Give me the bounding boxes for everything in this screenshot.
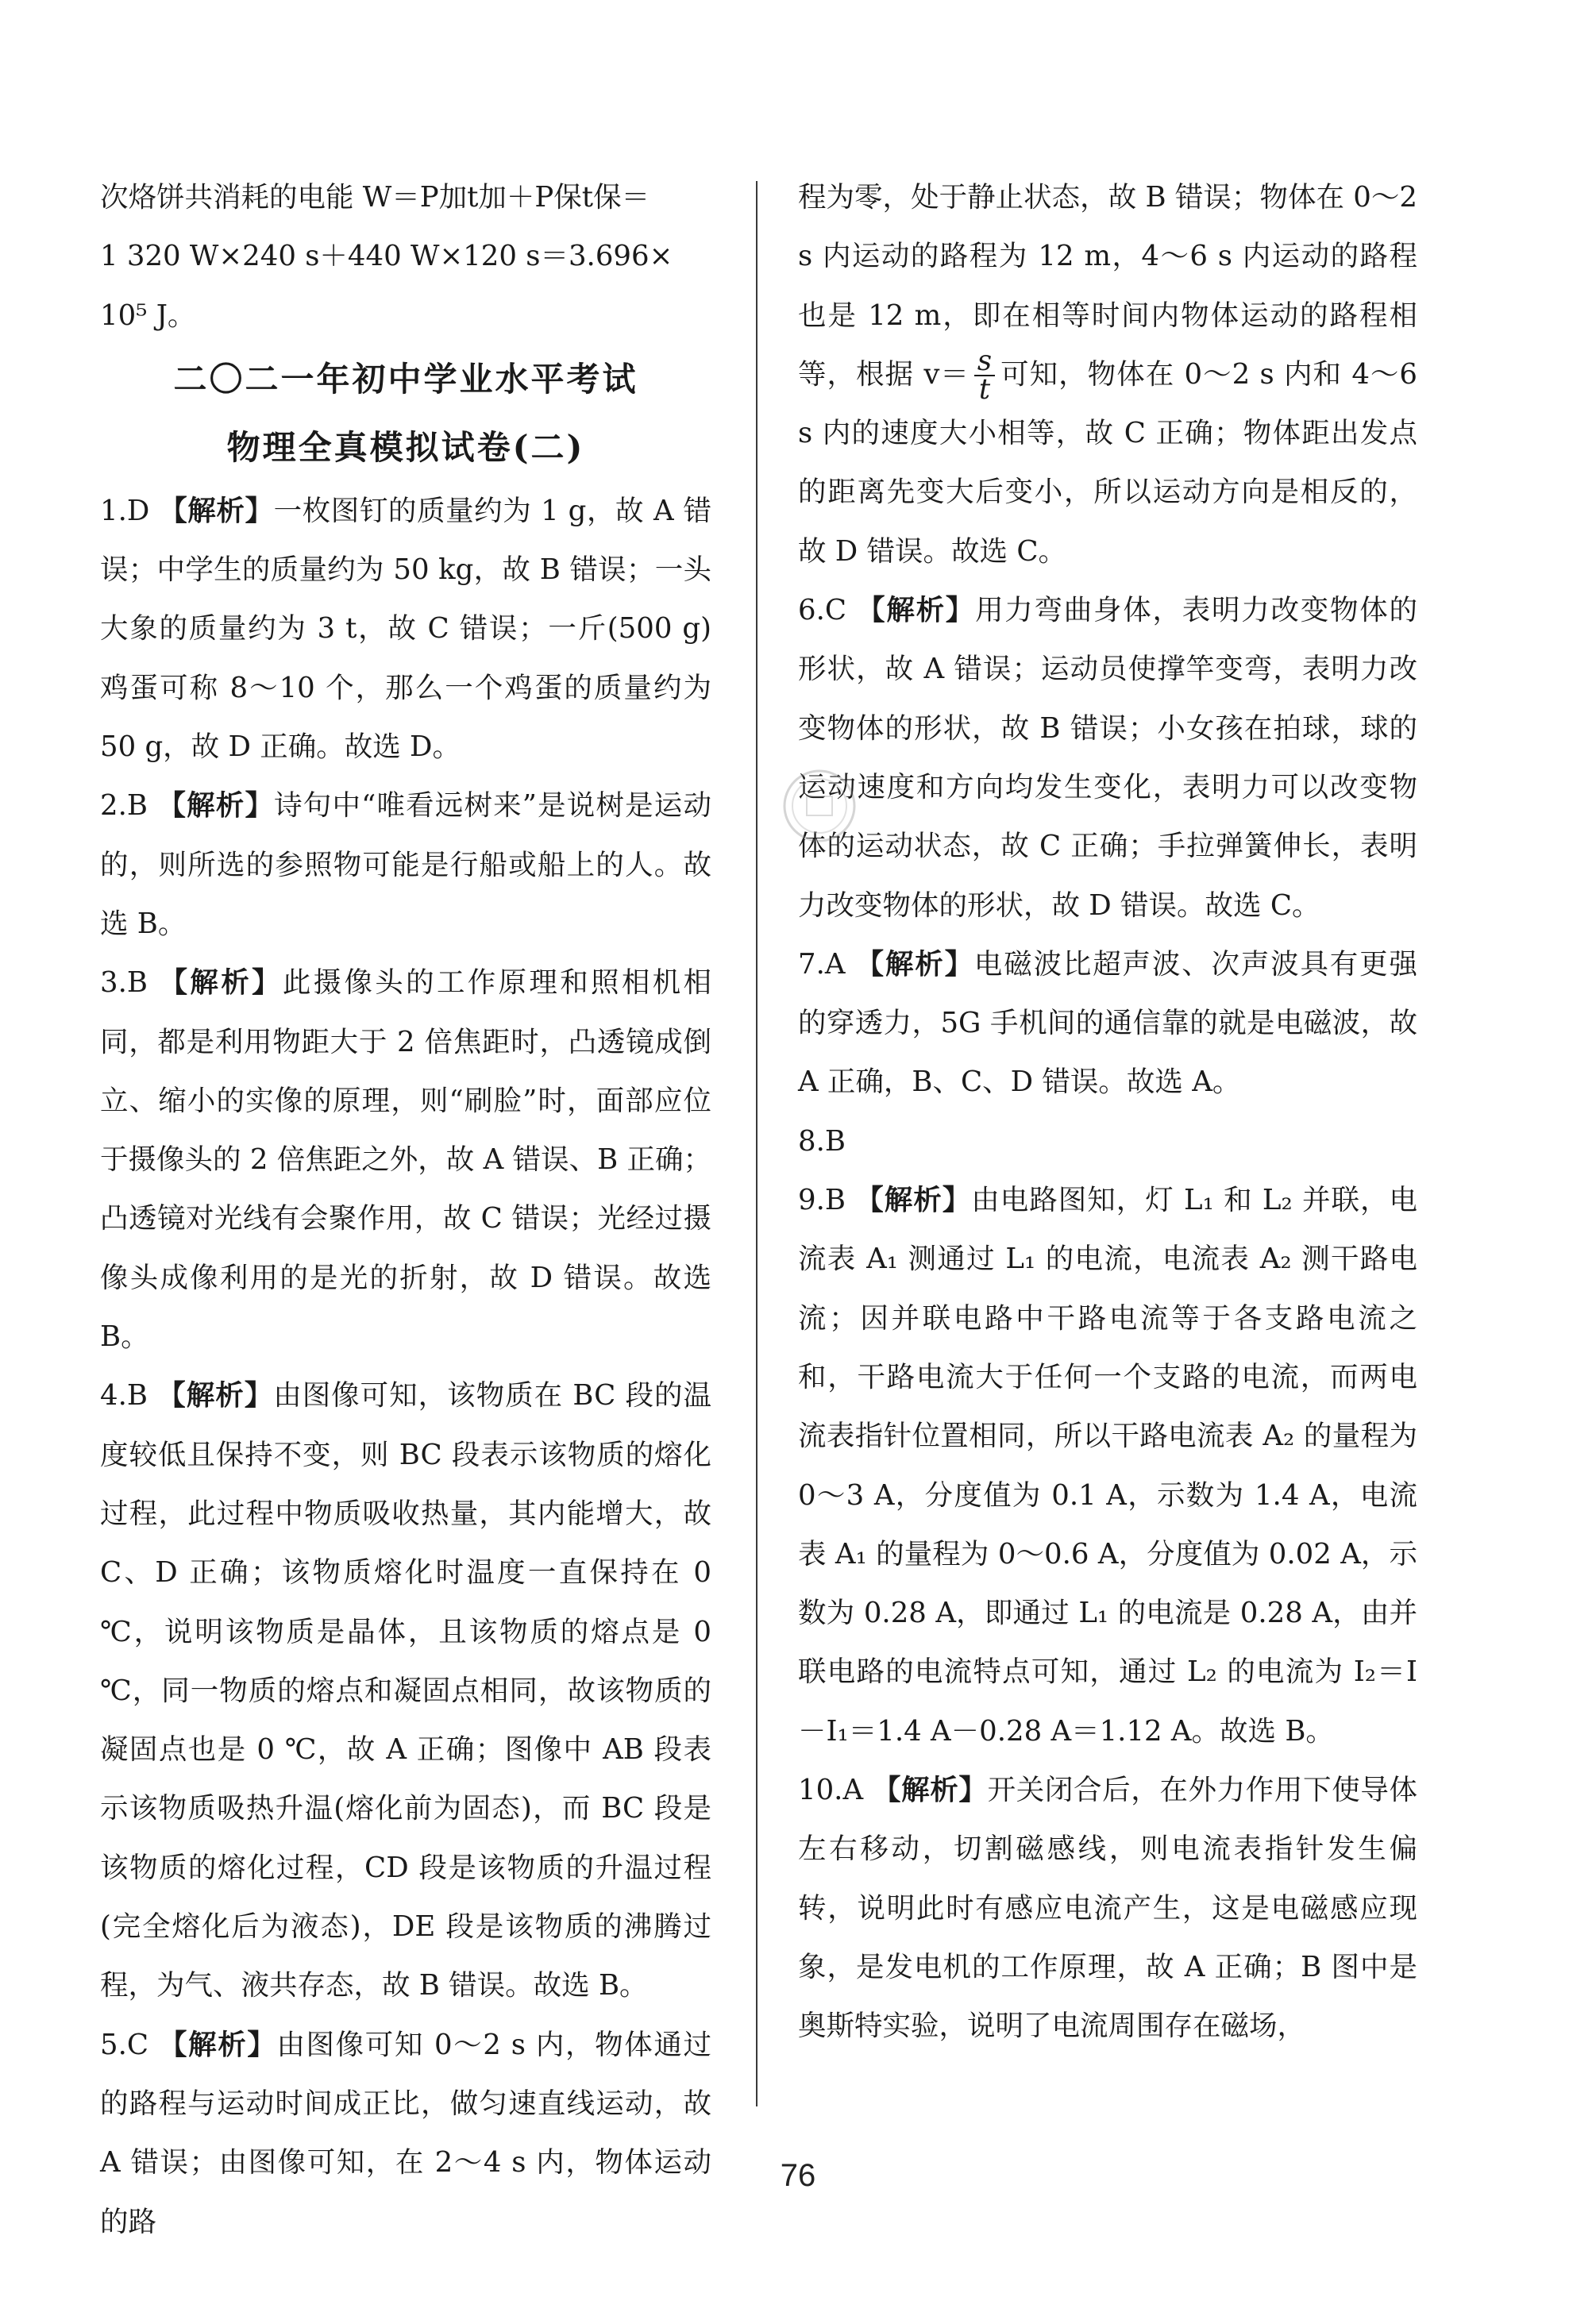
left-column	[100, 168, 711, 2252]
intro-line-2: 1 320 W×240 s＋440 W×120 s＝3.696×	[100, 240, 673, 273]
answer-item-8	[798, 1112, 1417, 1171]
answer-text: 由图像可知 0～2 s 内，物体通过的路程与运动时间成正比，做匀速直线运动，故 A 错误；由图像可知，在 2～4 s 内，物体运动的路	[100, 2028, 711, 2238]
answer-item-7	[798, 935, 1417, 1112]
answer-item-3	[100, 954, 711, 1366]
column-divider	[756, 181, 758, 2106]
fraction-denominator: t	[978, 373, 991, 407]
analysis-tag: 【解析】	[855, 947, 974, 981]
analysis-tag: 【解析】	[157, 1379, 274, 1413]
watermark-stamp-icon	[772, 758, 867, 854]
analysis-tag: 【解析】	[158, 2028, 277, 2061]
answer-number: 5.C	[100, 2028, 149, 2061]
answer-number: 8.B	[798, 1124, 846, 1158]
answer-number: 2.B	[100, 789, 148, 823]
answer-item-2	[100, 777, 711, 954]
answer-text: 诗句中“唯看远树来”是说树是运动的，则所选的参照物可能是行船或船上的人。故选 B。	[100, 789, 711, 940]
answer-text: 由图像可知，该物质在 BC 段的温度较低且保持不变，则 BC 段表示该物质的熔化过程，此过程中物质吸收热量，其内能增大，故 C、D 正确；该物质熔化时温度一直保持在 0 ℃，说明该物质是晶体，且该物质的熔点是 0 ℃，同一物质的熔点和凝固点相同，故该物质的凝固点也是 0 ℃，故 A 正确；图像中 AB 段表示该物质吸热升温(熔化前为固态)，而 BC 段是该物质的熔化过程，CD 段是该物质的升温过程(完全熔化后为液态)，DE 段是该物质的沸腾过程，为气、液共存态，故 B 错误。故选 B。	[100, 1379, 711, 2002]
answer-item-5-continued	[798, 168, 1417, 581]
answer-text: 一枚图钉的质量约为 1 g，故 A 错误；中学生的质量约为 50 kg，故 B 错误；一头大象的质量约为 3 t，故 C 错误；一斤(500 g)鸡蛋可称 8～10 个，那么一个鸡蛋的质量约为 50 g，故 D 正确。故选 D。	[100, 494, 711, 764]
right-column	[798, 168, 1417, 2056]
answer-item-9	[798, 1171, 1417, 1761]
answer-text: 由电路图知，灯 L₁ 和 L₂ 并联，电流表 A₁ 测通过 L₁ 的电流，电流表 A₂ 测干路电流；因并联电路中干路电流等于各支路电流之和，干路电流大于任何一个支路的电流，而两电流表指针位置相同，所以干路电流表 A₂ 的量程为 0～3 A，分度值为 0.1 A，示数为 1.4 A，电流表 A₁ 的量程为 0～0.6 A，分度值为 0.02 A，示数为 0.28 A，即通过 L₁ 的电流是 0.28 A，由并联电路的电流特点可知，通过 L₂ 的电流为 I₂＝I－I₁＝1.4 A－0.28 A＝1.12 A。故选 B。	[798, 1184, 1417, 1748]
intro-line-1: 次烙饼共消耗的电能 W＝P加t加＋P保t保＝	[100, 181, 650, 214]
answer-text: 可知，物体在 0～2 s 内和 4～6 s 内的速度大小相等，故 C 正确；物体距出发点的距离先变大后变小，所以运动方向是相反的，故 D 错误。故选 C。	[798, 357, 1418, 568]
answer-item-1	[100, 482, 711, 777]
answer-item-4	[100, 1366, 711, 2015]
answer-item-10	[798, 1761, 1417, 2056]
analysis-tag: 【解析】	[159, 966, 283, 1000]
answer-text: 电磁波比超声波、次声波具有更强的穿透力，5G 手机间的通信靠的就是电磁波，故 A 正确，B、C、D 错误。故选 A。	[798, 947, 1417, 1099]
answer-number: 4.B	[100, 1379, 148, 1413]
answer-number: 3.B	[100, 966, 148, 1000]
answer-item-6	[798, 581, 1417, 935]
exam-title: 二〇二一年初中学业水平考试	[173, 359, 638, 399]
analysis-tag: 【解析】	[157, 789, 275, 823]
answer-number: 1.D	[100, 494, 150, 527]
analysis-tag: 【解析】	[873, 1774, 988, 1807]
analysis-tag: 【解析】	[159, 494, 274, 527]
page-number: 76	[780, 2158, 816, 2193]
exam-subtitle: 物理全真模拟试卷(二)	[226, 427, 585, 467]
answer-number: 9.B	[798, 1184, 846, 1217]
answer-number: 10.A	[798, 1774, 864, 1807]
analysis-tag: 【解析】	[855, 1184, 972, 1217]
answer-number: 6.C	[798, 594, 847, 627]
answer-number: 7.A	[798, 947, 846, 981]
fraction-numerator: s	[974, 348, 995, 376]
answer-text: 用力弯曲身体，表明力改变物体的形状，故 A 错误；运动员使撑竿变弯，表明力改变物体的形状，故 B 错误；小女孩在拍球，球的运动速度和方向均发生变化，表明力可以改变物体的运动状态，故 C 正确；手拉弹簧伸长，表明力改变物体的形状，故 D 错误。故选 C。	[798, 594, 1417, 922]
answer-text: 程为零，处于静止状态，故 B 错误；物体在 0～2 s 内运动的路程为 12 m，4～6 s 内运动的路程也是 12 m，即在相等时间内物体运动的路程相等，根据 v＝	[798, 181, 1417, 391]
analysis-tag: 【解析】	[857, 594, 976, 627]
answer-text: 开关闭合后，在外力作用下使导体左右移动，切割磁感线，则电流表指针发生偏转，说明此时有感应电流产生，这是电磁感应现象，是发电机的工作原理，故 A 正确；B 图中是奥斯特实验，说明了电流周围存在磁场，	[798, 1774, 1417, 2043]
intro-line-3: 10⁵ J。	[100, 299, 196, 332]
answer-item-5	[100, 2016, 711, 2252]
velocity-fraction	[974, 345, 995, 407]
answer-text: 此摄像头的工作原理和照相机相同，都是利用物距大于 2 倍焦距时，凸透镜成倒立、缩小的实像的原理，则“刷脸”时，面部应位于摄像头的 2 倍焦距之外，故 A 错误、B 正确；凸透镜对光线有会聚作用，故 C 错误；光经过摄像头成像利用的是光的折射，故 D 错误。故选 B。	[100, 966, 711, 1354]
